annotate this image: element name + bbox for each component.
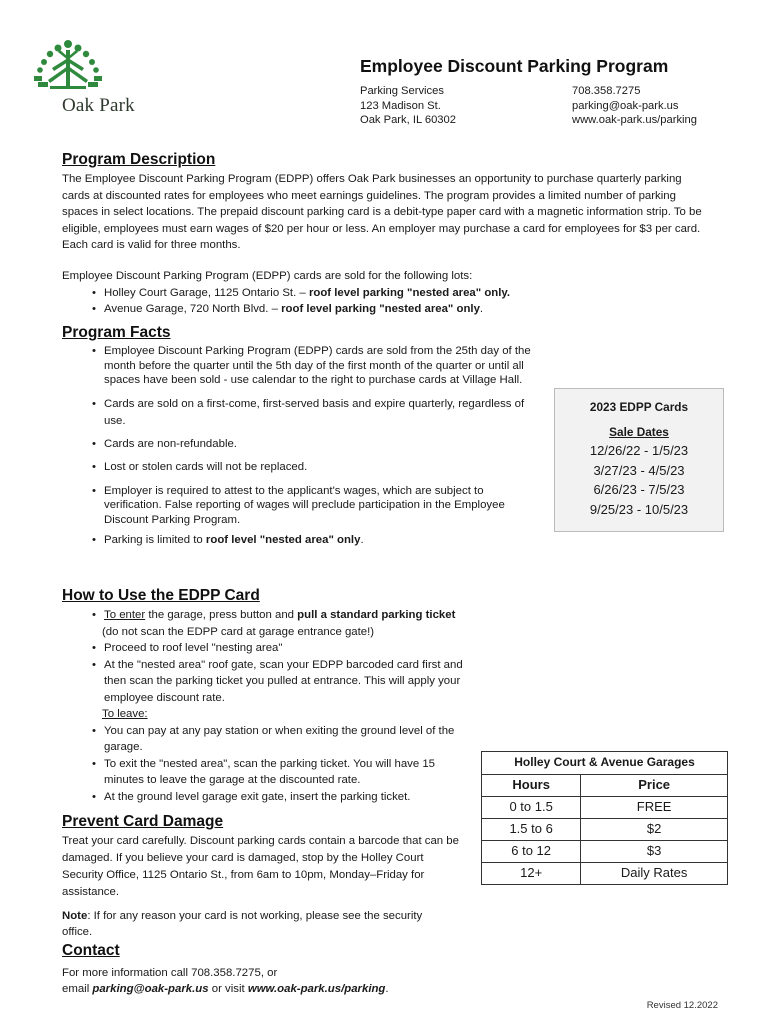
fact-text-end: . [360,534,364,547]
how-to-use-section [62,585,472,805]
to-leave-label: To leave: [102,708,148,721]
list-item: • Proceed to roof level "nesting area" [92,640,472,657]
program-facts-section [62,322,542,548]
lot-avenue-garage: Avenue Garage, 720 North Blvd. – [104,303,282,316]
note-paragraph [62,908,432,940]
enter-text: the garage, press button and [145,609,298,622]
list-item: • You can pay at any pay station or when exiting the ground level of the garage. [92,723,472,756]
program-facts-heading: Program Facts [62,324,171,341]
address-line-1: 123 Madison St. [360,99,441,112]
lot-holley-court: Holley Court Garage, 1125 Ontario St. – [104,286,309,299]
list-item: • Employer is required to attest to the applicant's wages, which are subject to verification. False reporting of wages will preclude participation in the Employee Discount Parking Program. [92,484,537,528]
list-item: • At the ground level garage exit gate, insert the parking ticket. [92,789,472,806]
sale-box-subtitle: Sale Dates [609,425,669,440]
how-to-list [92,607,472,624]
sale-date: 12/26/22 - 1/5/23 [589,443,689,459]
list-item: • At the "nested area" roof gate, scan your EDPP barcoded card first and then scan the parking ticket you pulled at entrance. This will apply your employee discount rate. [92,657,472,707]
price-cell: $3 [581,841,728,863]
list-item: • Employee Discount Parking Program (EDPP) cards are sold from the 25th day of the month before the quarter until the 5th day of the first month of the quarter or until all spaces have been sold - use calendar to the right to purchase cards at Village Hall. [92,344,537,388]
how-to-list-2 [92,640,472,706]
header-phone: 708.358.7275 [572,85,641,97]
sale-date: 3/27/23 - 4/5/23 [593,462,685,478]
address-line-2: Oak Park, IL 60302 [360,114,456,126]
lot-avenue-end: . [479,303,484,316]
hours-cell: 12+ [482,863,581,885]
sale-dates-box [554,388,724,532]
program-description-heading: Program Description [62,151,216,168]
enter-note: (do not scan the EDPP card at garage entrance gate!) [102,625,375,638]
sale-date: 6/26/23 - 7/5/23 [593,482,685,498]
department-name: Parking Services [360,85,444,97]
contact-end: . [385,982,389,995]
lots-list [92,285,712,318]
page-title: Employee Discount Parking Program [360,56,669,76]
contact-section [62,940,562,997]
contact-line-1: For more information call 708.358.7275, or [62,967,278,980]
leave-list [92,723,472,806]
revised-date: Revised 12.2022 [646,1000,718,1011]
column-header-price: Price [581,775,728,797]
hours-cell: 6 to 12 [482,841,581,863]
facts-list [92,344,537,548]
oak-tree-icon [28,38,146,98]
rates-table-title: Holley Court & Avenue Garages [482,752,728,775]
logo-wordmark: Oak Park [62,95,135,116]
list-item: • Cards are sold on a first-come, first-served basis and expire quarterly, regardless of use. [92,396,537,430]
how-to-use-heading: How to Use the EDPP Card [62,587,260,604]
list-item [92,285,712,302]
contact-email-prefix: email [62,982,93,995]
list-item [92,607,472,624]
rates-table [481,751,728,885]
contact-visit-text: or visit [208,982,248,995]
contact-website-link[interactable]: www.oak-park.us/parking [247,982,386,995]
prevent-damage-heading: Prevent Card Damage [62,813,224,830]
enter-bold: pull a standard parking ticket [297,609,456,622]
lot-avenue-restriction: roof level parking "nested area" only [281,303,480,316]
table-row [482,797,728,819]
header-contact-block [572,84,697,128]
list-item: • Lost or stolen cards will not be replaced. [92,460,537,475]
to-enter-label: To enter [104,609,146,622]
program-description-text: The Employee Discount Parking Program (EDPP) offers Oak Park businesses an opportunity to purchase quarterly parking cards at discounted rates for employees who meet earnings guidelines. The program provides a limited number of parking spaces in select locations. The prepaid discount parking card is a debit-type paper card with a magnetic information strip. To be eligible, employees must earn wages of $20 per hour or less. An employer may purchase a card for employees for $3 per card. Each card is valid for three months. [62,173,702,252]
list-item: • To exit the "nested area", scan the parking ticket. You will have 15 minutes to leave the garage at the discounted rate. [92,756,472,789]
list-item [92,301,712,318]
header-email[interactable]: parking@oak-park.us [572,99,679,112]
sale-box-title: 2023 EDPP Cards [589,400,689,414]
list-item: • Cards are non-refundable. [92,437,537,452]
list-item [92,533,537,548]
header-website[interactable]: www.oak-park.us/parking [572,114,697,126]
hours-cell: 0 to 1.5 [482,797,581,819]
lots-intro: Employee Discount Parking Program (EDPP) cards are sold for the following lots: [62,269,473,282]
program-description-section [62,149,712,318]
price-cell: $2 [581,819,728,841]
note-label: Note [62,910,88,923]
column-header-hours: Hours [482,775,581,797]
prevent-damage-section [62,811,467,940]
price-cell: Daily Rates [581,863,728,885]
contact-heading: Contact [62,942,120,959]
note-text: : If for any reason your card is not working, please see the security office. [62,910,423,939]
oak-park-logo [28,38,146,118]
price-cell: FREE [581,797,728,819]
header-address-block [360,84,456,128]
table-row [482,863,728,885]
sale-date: 9/25/23 - 10/5/23 [589,501,689,517]
prevent-damage-text: Treat your card carefully. Discount parking cards contain a barcode that can be damaged. If you believe your card is damaged, stop by the Holley Court Security Office, 1125 Ontario St., from 6am to 10pm, Monday–Friday for assistance. [62,835,459,899]
to-leave-wrapper [102,706,472,723]
fact-bold-text: roof level "nested area" only [205,534,361,547]
table-row [482,841,728,863]
fact-text: Parking is limited to [104,534,206,547]
contact-line-2 [62,982,562,998]
contact-email-link[interactable]: parking@oak-park.us [92,982,209,995]
lot-holley-restriction: roof level parking "nested area" only. [308,286,511,299]
hours-cell: 1.5 to 6 [482,819,581,841]
table-row [482,819,728,841]
